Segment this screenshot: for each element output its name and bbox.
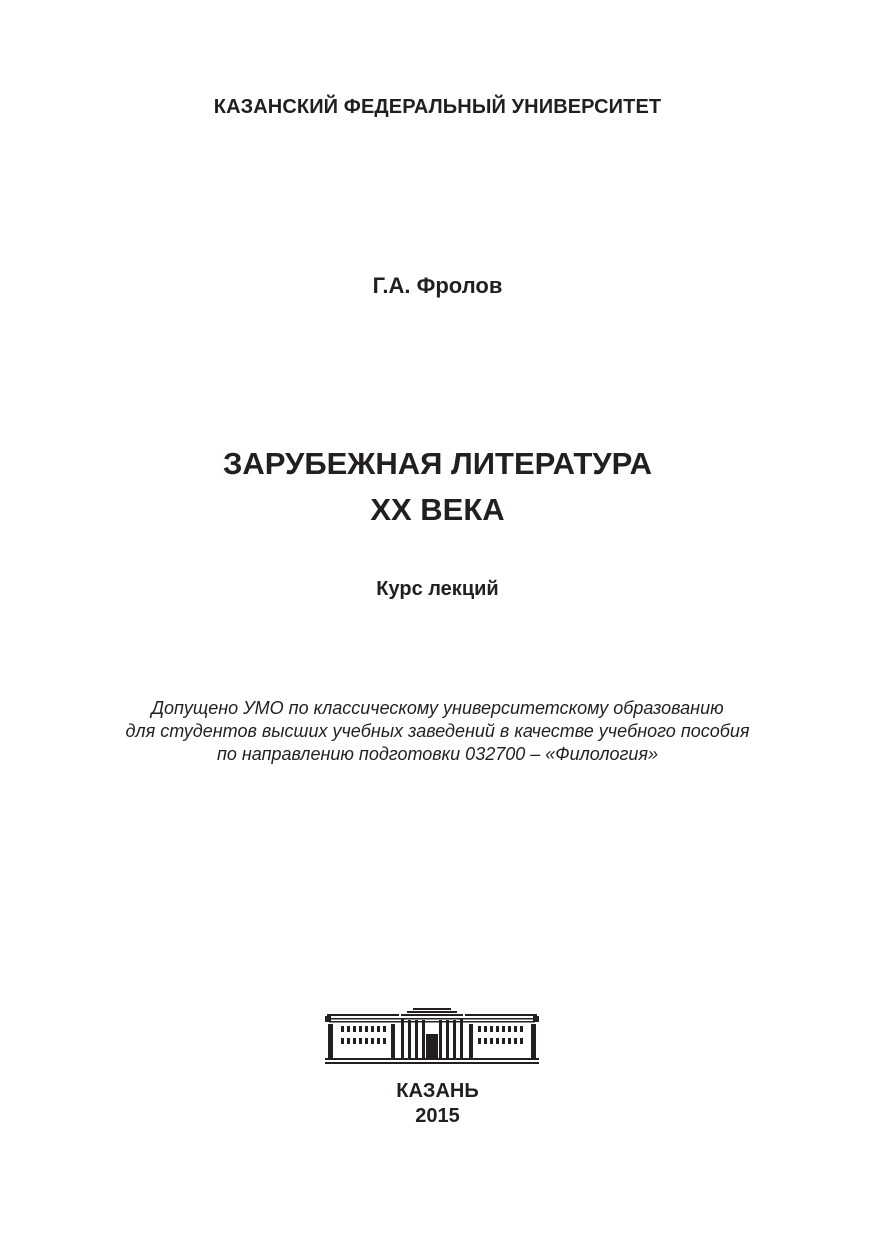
approval-line-2: для студентов высших учебных заведений в качестве учебного пособия: [125, 721, 750, 741]
author-name: Г.А. Фролов: [372, 273, 503, 298]
approval-line-1: Допущено УМО по классическому университетскому образованию: [151, 698, 724, 718]
book-title-line-2: XX ВЕКА: [370, 492, 505, 527]
university-name: КАЗАНСКИЙ ФЕДЕРАЛЬНЫЙ УНИВЕРСИТЕТ: [213, 96, 662, 118]
book-subtitle: Курс лекций: [376, 578, 499, 600]
publication-year: 2015: [415, 1105, 460, 1127]
university-building-icon: [325, 1008, 539, 1066]
publication-city: КАЗАНЬ: [396, 1080, 479, 1102]
book-title-line-1: ЗАРУБЕЖНАЯ ЛИТЕРАТУРА: [222, 446, 652, 481]
approval-line-3: по направлению подготовки 032700 – «Филология»: [216, 744, 659, 764]
